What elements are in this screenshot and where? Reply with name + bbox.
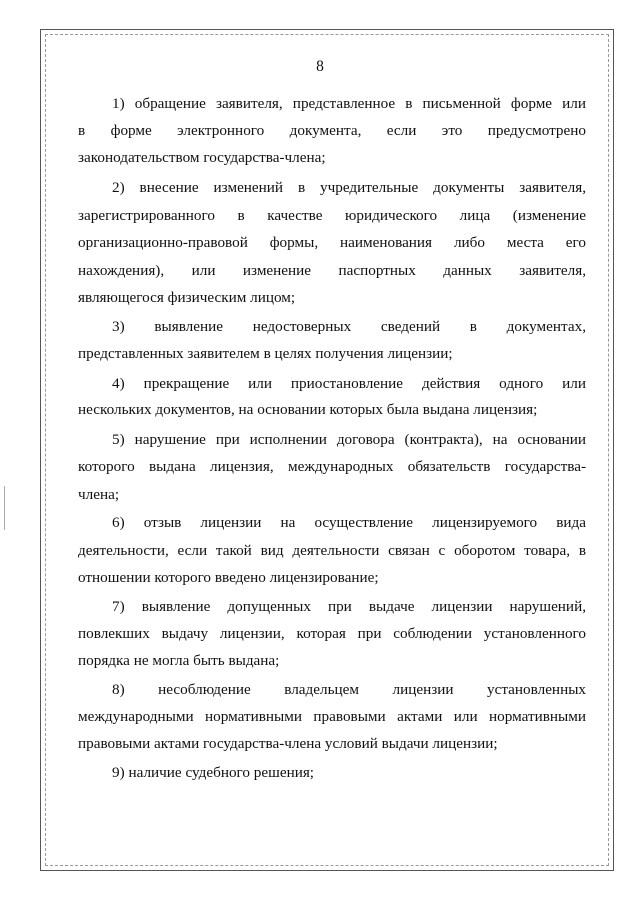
paragraph-6-line-2: деятельности, если такой вид деятельности связан с оборотом товара, в: [78, 542, 586, 559]
paragraph-4-line-2: нескольких документов, на основании которых была выдана лицензия;: [78, 401, 538, 418]
paragraph-9-line-1: 9) наличие судебного решения;: [112, 764, 315, 781]
paragraph-6-line-1: 6) отзыв лицензии на осуществление лицензируемого вида: [112, 514, 586, 531]
paragraph-7-line-3: порядка не могла быть выдана;: [78, 652, 280, 669]
paragraph-5-line-3: члена;: [78, 486, 120, 503]
paragraph-2-line-3: организационно-правовой формы, наименования либо места его: [78, 234, 586, 251]
paragraph-4-line-1: 4) прекращение или приостановление действия одного или: [112, 375, 586, 392]
paragraph-2-line-2: зарегистрированного в качестве юридического лица (изменение: [78, 207, 586, 224]
paragraph-6-line-3: отношении которого введено лицензирование;: [78, 569, 379, 586]
paragraph-2-line-4: нахождения), или изменение паспортных данных заявителя,: [78, 262, 586, 279]
paragraph-8-line-3: правовыми актами государства-члена условий выдачи лицензии;: [78, 735, 498, 752]
paragraph-1-line-1: 1) обращение заявителя, представленное в письменной форме или: [112, 95, 586, 112]
paragraph-5-line-2: которого выдана лицензия, международных обязательств государства-: [78, 458, 586, 475]
paragraph-2-line-5: являющегося физическим лицом;: [78, 289, 296, 306]
paragraph-3-line-2: представленных заявителем в целях получения лицензии;: [78, 345, 453, 362]
paragraph-7-line-1: 7) выявление допущенных при выдаче лицензии нарушений,: [112, 598, 586, 615]
page-number: 8: [316, 58, 324, 75]
paragraph-3-line-1: 3) выявление недостоверных сведений в документах,: [112, 318, 586, 335]
scan-edge-mark: [4, 486, 5, 530]
paragraph-5-line-1: 5) нарушение при исполнении договора (контракта), на основании: [112, 431, 586, 448]
paragraph-7-line-2: повлекших выдачу лицензии, которая при соблюдении установленного: [78, 625, 586, 642]
paragraph-8-line-1: 8) несоблюдение владельцем лицензии установленных: [112, 681, 586, 698]
paragraph-1-line-2: в форме электронного документа, если это предусмотрено: [78, 122, 586, 139]
paragraph-2-line-1: 2) внесение изменений в учредительные документы заявителя,: [112, 179, 586, 196]
paragraph-8-line-2: международными нормативными правовыми актами или нормативными: [78, 708, 586, 725]
paragraph-1-line-3: законодательством государства-члена;: [78, 149, 326, 166]
